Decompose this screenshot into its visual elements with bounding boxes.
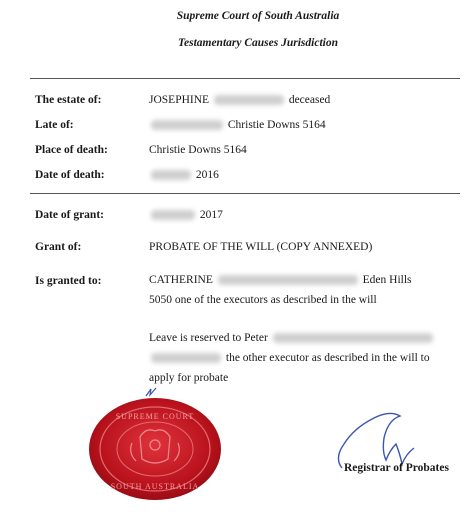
redacted-death-day <box>151 170 191 180</box>
redacted-grant-day <box>151 210 195 220</box>
late-of-label: Late of: <box>35 119 74 131</box>
redacted-surname <box>214 95 284 105</box>
grantee-suburb: Eden Hills <box>362 274 412 286</box>
redacted-peter-address <box>151 353 221 363</box>
date-of-death-value <box>149 169 219 181</box>
court-title: Supreme Court of South Australia <box>176 10 340 22</box>
redacted-grantee-address <box>218 275 358 285</box>
redacted-peter-details <box>273 333 433 343</box>
grantee-name: CATHERINE <box>149 274 213 286</box>
court-seal <box>88 397 223 502</box>
place-of-death-label: Place of death: <box>35 144 108 156</box>
place-of-death-value: Christie Downs 5164 <box>149 144 247 156</box>
leave-paragraph <box>149 328 453 388</box>
estate-label: The estate of: <box>35 94 102 106</box>
redacted-street <box>151 120 223 130</box>
leave-mid: the other executor as described in the will to <box>225 352 430 364</box>
date-of-death-label: Date of death: <box>35 169 105 181</box>
late-of-suburb: Christie Downs 5164 <box>227 119 326 131</box>
estate-suffix: deceased <box>288 94 331 106</box>
date-of-grant-year: 2017 <box>199 209 223 221</box>
grantee-paragraph <box>149 270 453 310</box>
jurisdiction-title: Testamentary Causes Jurisdiction <box>178 37 338 49</box>
seal-text-top: SUPREME COURT <box>115 412 195 421</box>
grant-of-label: Grant of: <box>35 241 82 253</box>
leave-end: apply for probate <box>149 372 229 384</box>
date-of-grant-label: Date of grant: <box>35 209 104 221</box>
divider-top <box>30 78 460 79</box>
estate-first-name: JOSEPHINE <box>149 94 210 106</box>
estate-value <box>149 94 330 106</box>
divider-middle <box>30 193 460 194</box>
grant-of-value: PROBATE OF THE WILL (COPY ANNEXED) <box>149 241 373 253</box>
date-of-grant-value <box>149 209 223 221</box>
granted-to-label: Is granted to: <box>35 275 102 287</box>
registrar-label: Registrar of Probates <box>344 462 449 474</box>
leave-start: Leave is reserved to Peter <box>149 332 268 344</box>
date-of-death-year: 2016 <box>195 169 219 181</box>
grantee-line2: 5050 one of the executors as described in the will <box>149 294 377 306</box>
seal-text-bottom: SOUTH AUSTRALIA <box>110 482 200 491</box>
late-of-value <box>149 119 326 131</box>
